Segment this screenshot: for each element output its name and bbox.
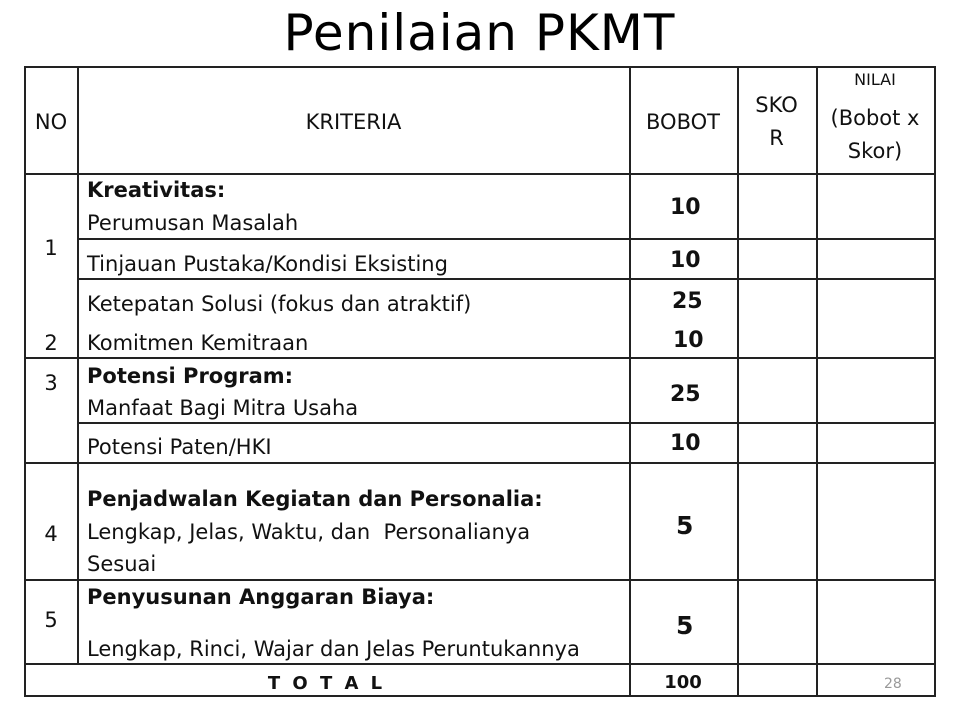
row2-no: 2 — [44, 331, 58, 355]
page-number: 28 — [884, 676, 902, 692]
header-nilai: NILAI — [854, 70, 896, 89]
row4-bobot: 5 — [676, 511, 694, 540]
total-label: T O T A L — [267, 673, 386, 694]
row5-heading: Penyusunan Anggaran Biaya: — [87, 585, 435, 609]
table-border-right — [934, 66, 936, 697]
row-divider — [24, 579, 936, 581]
row4-line1: Lengkap, Jelas, Waktu, dan Personalianya — [87, 520, 531, 544]
row-divider — [24, 357, 936, 359]
row3-item1: Manfaat Bagi Mitra Usaha — [87, 396, 359, 420]
row5-line1: Lengkap, Rinci, Wajar dan Jelas Peruntukannya — [87, 637, 580, 661]
header-nilai-sub-line2: Skor) — [847, 139, 903, 163]
row4-heading: Penjadwalan Kegiatan dan Personalia: — [87, 487, 543, 511]
row-divider — [24, 663, 936, 665]
row1-bobot2: 10 — [670, 248, 701, 273]
row2-item: Komitmen Kemitraan — [87, 331, 309, 355]
header-nilai-sub-line1: (Bobot x — [830, 106, 920, 130]
row5-bobot: 5 — [676, 611, 694, 640]
total-bobot: 100 — [664, 672, 702, 693]
row1-item3: Ketepatan Solusi (fokus dan atraktif) — [87, 292, 472, 316]
row5-no: 5 — [44, 608, 58, 632]
col-divider — [737, 66, 739, 697]
row3-no: 3 — [44, 371, 58, 395]
row-divider — [78, 278, 936, 280]
row1-bobot3: 25 — [672, 289, 703, 314]
row1-no: 1 — [44, 236, 58, 260]
header-skor-line2: R — [769, 126, 784, 150]
row-divider — [78, 422, 936, 424]
row4-no: 4 — [44, 522, 58, 546]
table-border-top — [24, 66, 936, 68]
row-divider — [24, 462, 936, 464]
header-bobot: BOBOT — [646, 110, 720, 134]
row1-item1: Perumusan Masalah — [87, 211, 299, 235]
row2-bobot: 10 — [673, 328, 704, 353]
row-divider — [78, 238, 936, 240]
col-divider — [629, 66, 631, 697]
header-skor-line1: SKO — [755, 93, 798, 117]
page-title: Penilaian PKMT — [283, 4, 676, 62]
header-kriteria: KRITERIA — [305, 110, 402, 134]
header-no: NO — [34, 110, 68, 134]
row-divider — [24, 173, 936, 175]
row3-item2: Potensi Paten/HKI — [87, 435, 272, 459]
row1-bobot1: 10 — [670, 195, 701, 220]
row4-line2: Sesuai — [87, 552, 157, 576]
row3-bobot2: 10 — [670, 431, 701, 456]
row3-bobot1: 25 — [670, 382, 701, 407]
row1-heading: Kreativitas: — [87, 178, 226, 202]
col-divider — [77, 66, 79, 665]
row1-item2: Tinjauan Pustaka/Kondisi Eksisting — [87, 252, 448, 276]
row3-heading: Potensi Program: — [87, 364, 294, 388]
